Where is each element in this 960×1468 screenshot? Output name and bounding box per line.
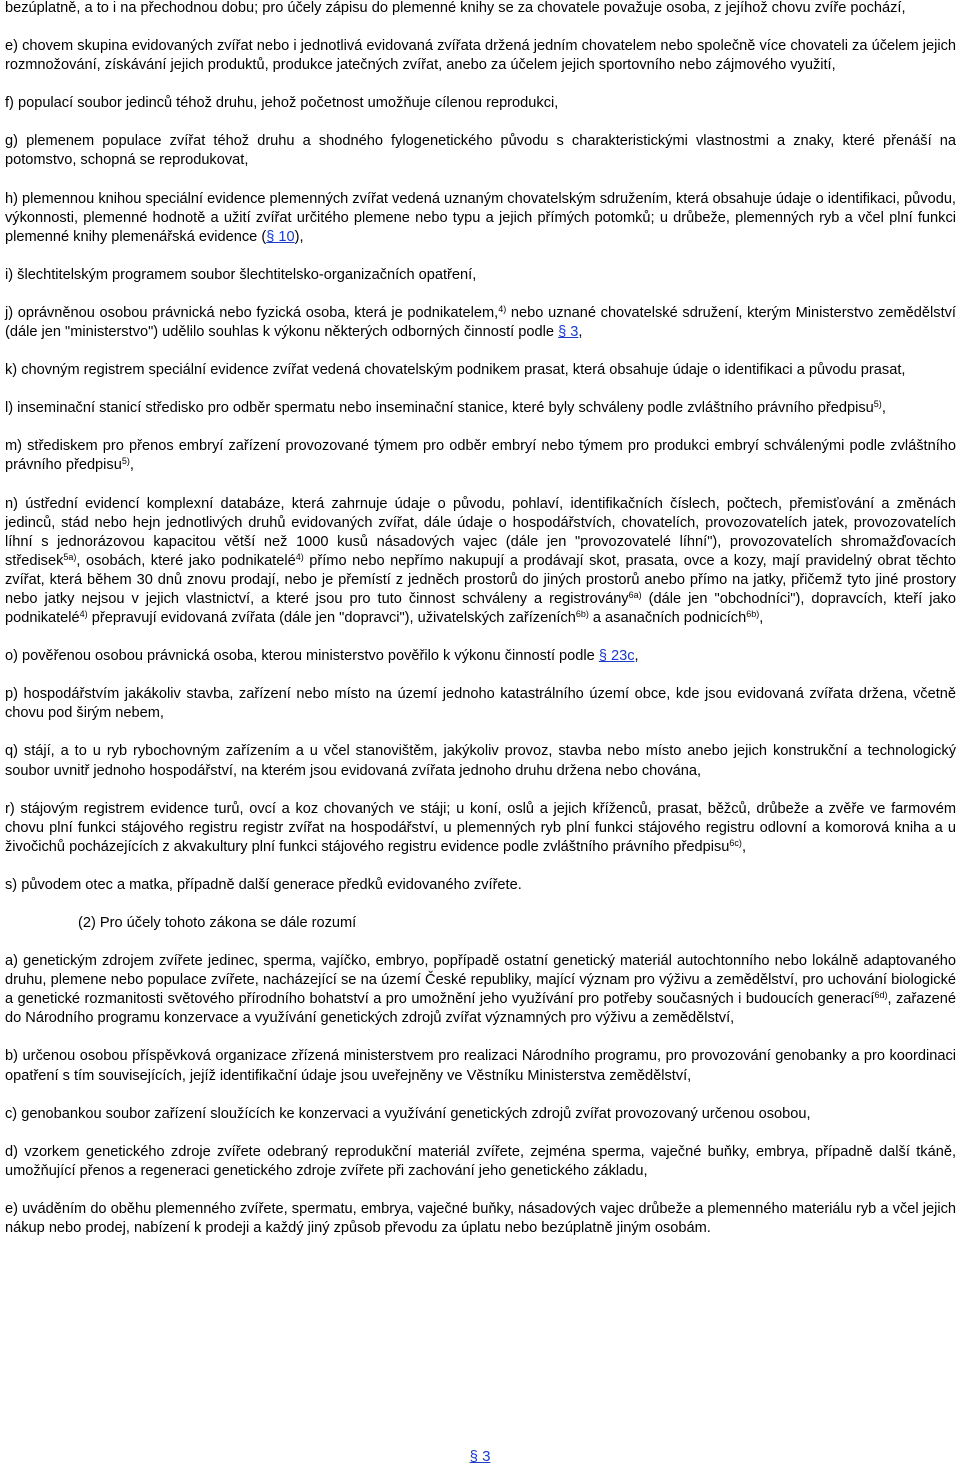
definition-l-end: ,	[881, 400, 886, 417]
footnote-ref-5: 5)	[121, 456, 130, 467]
definition-q: q) stájí, a to u ryb rybochovným zařízením a u včel stanovištěm, jakýkoliv provoz, stavba nebo místo anebo jejich konstrukční a technologický soubor uvnitř jednoho hospodářství, na kterém jsou evidovaná zvířata jednoho druhu držena nebo chována,	[5, 743, 956, 779]
page-number: 3	[482, 1448, 491, 1465]
footnote-ref-5: 5)	[873, 399, 882, 410]
footnote-ref-6c: 6c)	[729, 837, 742, 848]
section-10-link[interactable]: § 10	[266, 228, 295, 245]
definition-r-end: ,	[741, 838, 746, 855]
definition-o	[5, 647, 956, 666]
definition-f: f) populací soubor jedinců téhož druhu, jehož početnost umožňuje cílenou reprodukci,	[5, 95, 559, 112]
definition-m	[5, 437, 956, 475]
footnote-ref-6b: 6b)	[575, 609, 589, 620]
section-3-link[interactable]: § 3	[558, 324, 579, 341]
definition-h	[5, 190, 956, 247]
definition-k: k) chovným registrem speciální evidence zvířat vedená chovatelským podnikem prasat, která obsahuje údaje o identifikaci a původu prasat,	[5, 362, 906, 379]
footnote-ref-4: 4)	[295, 551, 304, 562]
footnote-ref-5a: 5a)	[63, 551, 77, 562]
definition-l	[5, 399, 956, 418]
definition-n-end: ,	[759, 610, 764, 627]
definition-n-text: přepravují evidovaná zvířata (dále jen "dopravci"), uživatelských zařízeních	[87, 610, 576, 627]
section-2-heading: (2) Pro účely tohoto zákona se dále rozumí	[78, 915, 357, 931]
definition-2b: b) určenou osobou příspěvková organizace zřízená ministerstvem pro realizaci Národního programu, pro provozování genobanky a pro koordinaci opatření s tím souvisejících, jejíž identifikační údaje jsou uveřejněny ve Věstníku Ministerstva zemědělství,	[5, 1048, 956, 1084]
definition-m-end: ,	[129, 457, 134, 474]
section-23c-link[interactable]: § 23c	[598, 648, 635, 665]
definition-n-text: a asanačních podnicích	[588, 610, 747, 627]
definition-i: i) šlechtitelským programem soubor šlechtitelsko-organizačních opatření,	[5, 266, 477, 283]
definition-n-text: přímo nebo nepřímo nakupují a prodávají skot, prasata, ovce a kozy, mají pravidelný obrat těchto zvířat, která během 30 dnů znovu prodají, nebo je přemístí z jedněch prostorů do jiných prostorů anebo přímo na jatky, přičemž tyto jiné prostory nebo jatky nejsou v jejich vlastnictví, a které jsou pro tuto činnost schváleny a registrovány	[5, 552, 956, 607]
definition-j-text: j) oprávněnou osobou právnická nebo fyzická osoba, která je podnikatelem,	[5, 304, 499, 321]
definition-o-text: o) pověřenou osobou právnická osoba, kterou ministerstvo pověřilo k výkonu činností podle	[5, 648, 599, 665]
footnote-ref-6b: 6b)	[746, 609, 760, 620]
definition-e: e) chovem skupina evidovaných zvířat nebo i jednotlivá evidovaná zvířata držená jedním chovatelem nebo společně více chovateli za účelem jejich rozmnožování, získávání jejich produktů, produkce jatečných zvířat, anebo za účelem jejich sportovního nebo zájmového využití,	[5, 38, 956, 74]
definition-h-end: ),	[294, 228, 304, 245]
definition-d-continuation: bezúplatně, a to i na přechodnou dobu; pro účely zápisu do plemenné knihy se za chovatele považuje osoba, z jejíhož chovu zvíře pochází,	[5, 0, 906, 16]
definition-g: g) plemenem populace zvířat téhož druhu a shodného fylogenetického původu s charakteristickými vlastnostmi a znaky, které přenáší na potomstvo, schopná se reprodukovat,	[5, 133, 956, 169]
page-number-link[interactable]: § 3	[469, 1448, 491, 1465]
definition-2c: c) genobankou soubor zařízení sloužících ke konzervaci a využívání genetických zdrojů zvířat provozovaný určenou osobou,	[5, 1105, 811, 1122]
footnote-ref-6a: 6a)	[628, 590, 642, 601]
definition-2a-text: a) genetickým zdrojem zvířete jedinec, sperma, vajíčko, embryo, popřípadě ostatní genetický materiál autochtonního nebo lokálně adaptovaného druhu, plemene nebo populace zvířete, nacházející se na území České republiky, mající význam pro výživu a zemědělství, pro uchování biologické a genetické rozmanitosti světového přírodního bohatství a pro umožnění jeho využívání pro potřeby současných i budoucích generací	[5, 953, 956, 1008]
definition-h-text: h) plemennou knihou speciální evidence plemenných zvířat vedená uznaným chovatelským sdružením, která obsahuje údaje o identifikaci, původu, výkonnosti, plemenné hodnotě a užití zvířat určitého plemene nebo typu a jejich přímých potomků; u drůbeže, plemenných ryb a včel plní funkci plemenné knihy plemenářská evidence (	[5, 190, 956, 245]
definition-2e: e) uváděním do oběhu plemenného zvířete, spermatu, embrya, vaječné buňky, násadových vajec drůbeže a plemenného materiálu ryb a včel jejich nákup nebo prodej, nabízení k prodeji a každý jiný způsob převodu za úplatu nebo bezúplatně jiným osobám.	[5, 1200, 956, 1237]
definition-2d: d) vzorkem genetického zdroje zvířete odebraný reprodukční materiál zvířete, zejména sperma, vaječné buňky, embrya, případně další tkáně, umožňující přenos a regeneraci genetického zdroje zvířete při zachování jeho genetického základu,	[5, 1143, 956, 1179]
definition-m-text: m) střediskem pro přenos embryí zařízení provozované týmem pro odběr embryí nebo týmem pro produkci embryí schválenými podle zvláštního právního předpisu	[5, 438, 956, 474]
definition-n-text: n) ústřední evidencí komplexní databáze, která zahrnuje údaje o původu, pohlaví, identifikačních číslech, počtech, přemisťování a změnách jedinců, stád nebo hejn jednotlivých druhů evidovaných zvířat, dále údaje o hospodářstvích, chovatelích, provozovatelích jatek, provozovatelích líhní s jednorázovou kapacitou větší než 1000 kusů násadových vajec (dále jen "provozovatelé líhní"), provozovatelích shromažďovacích středisek	[5, 495, 956, 569]
definition-n	[5, 495, 956, 629]
definition-2a-end: , zařazené do Národního programu konzervace a využívání genetických zdrojů zvířat významných pro výživu a zemědělství,	[5, 991, 956, 1027]
definition-j	[5, 304, 956, 342]
page-footer	[0, 1447, 960, 1466]
footnote-ref-6d: 6d)	[874, 990, 888, 1001]
definition-n-text: , osobách, které jako podnikatelé	[76, 552, 296, 569]
definition-s: s) původem otec a matka, případně další generace předků evidovaného zvířete.	[5, 876, 522, 893]
definition-r	[5, 800, 956, 857]
definition-j-end: ,	[578, 324, 583, 341]
definition-j-text-2: nebo uznané chovatelské sdružení, kterým Ministerstvo zemědělství (dále jen "ministerstvo") udělilo souhlas k výkonu některých odborných činností podle	[5, 304, 956, 341]
definition-l-text: l) inseminační stanicí středisko pro odběr spermatu nebo inseminační stanice, které byly schváleny podle zvláštního právního předpisu	[5, 400, 874, 417]
definition-o-end: ,	[634, 648, 639, 665]
definition-p: p) hospodářstvím jakákoliv stavba, zařízení nebo místo na území jednoho katastrálního území obce, kde jsou evidovaná zvířata držena, včetně chovu pod širým nebem,	[5, 686, 956, 722]
footnote-ref-4: 4)	[498, 304, 507, 314]
definition-n-text: (dále jen "obchodníci"), dopravcích, kteří jako podnikatelé	[5, 590, 956, 627]
definition-r-text: r) stájovým registrem evidence turů, ovcí a koz chovaných ve stáji; u koní, oslů a jejich kříženců, prasat, běžců, drůbeže a zvěře ve farmovém chovu plní funkci stájového registru registr zvířat na hospodářství, u plemenných ryb plní funkci stájového registru odlovní a komorová kniha a u živočichů pocházejících z akvakultury plní funkci stájového registru evidence podle zvláštního právního předpisu	[5, 800, 956, 855]
definition-2a	[5, 952, 956, 1028]
footnote-ref-4: 4)	[79, 609, 88, 620]
